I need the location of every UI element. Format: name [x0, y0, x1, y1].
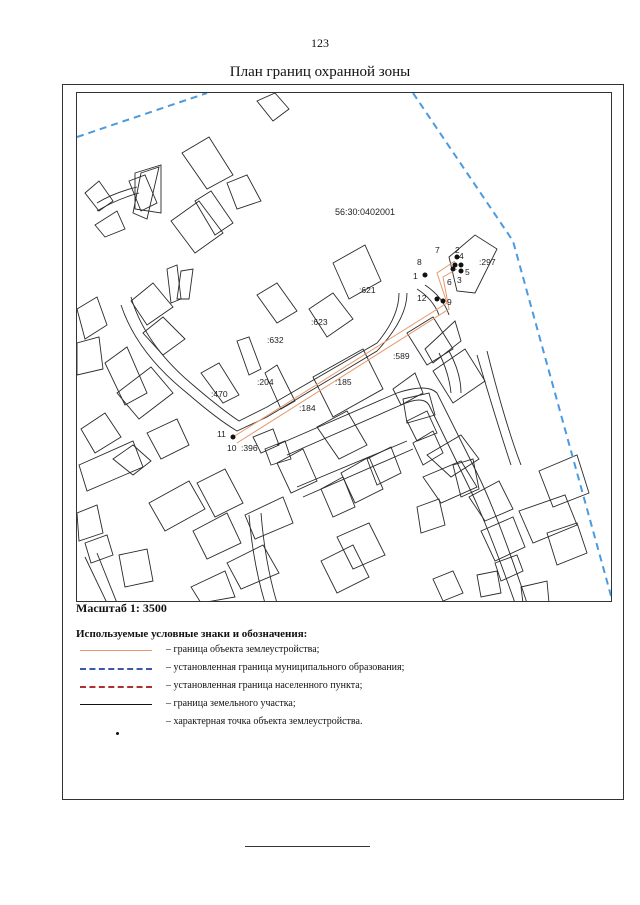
road: [261, 513, 277, 602]
legend-text: – установленная граница муниципального образования;: [166, 662, 405, 673]
building: [77, 337, 103, 375]
legend-text: – граница земельного участка;: [166, 698, 296, 709]
building: [193, 513, 241, 559]
road: [131, 293, 399, 421]
point-5: [459, 263, 464, 268]
parcel-label-621: :621: [359, 285, 376, 295]
legend-title: Используемые условные знаки и обозначения:: [76, 628, 308, 640]
building: [341, 457, 383, 503]
road: [449, 351, 461, 393]
building: [477, 571, 501, 597]
parcel-label-297: :297: [479, 257, 496, 267]
legend-text: – граница объекта землеустройства;: [166, 644, 320, 655]
road: [303, 449, 413, 497]
point-1: [423, 273, 428, 278]
building: [427, 435, 479, 477]
parcel-label-470: :470: [211, 389, 228, 399]
point-label-3: 3: [457, 275, 462, 285]
building: [119, 549, 153, 587]
scale-label: Масштаб 1: 3500: [76, 601, 167, 615]
building: [433, 571, 463, 601]
point-3: [459, 269, 464, 274]
point-6: [451, 267, 456, 272]
building: [481, 517, 525, 561]
point-label-10: 10: [227, 443, 237, 453]
building: [147, 419, 189, 459]
legend-item-parcel-boundary: [76, 698, 556, 712]
building: [245, 497, 293, 539]
building: [117, 367, 173, 419]
point-label-2: 2: [455, 245, 460, 255]
building: [171, 201, 223, 253]
building: [309, 293, 353, 337]
building: [367, 447, 401, 485]
building: [195, 191, 233, 235]
building: [417, 499, 445, 533]
point-label-7: 7: [435, 245, 440, 255]
parcel-label-184: :184: [299, 403, 316, 413]
building: [257, 283, 297, 323]
road: [287, 400, 515, 602]
municipal-boundary: [77, 93, 207, 137]
building: [257, 93, 289, 121]
legend-symbol-black-line: [80, 704, 152, 705]
legend-item-municipal-boundary: [76, 662, 556, 676]
building: [277, 449, 317, 493]
parcel-label-589: :589: [393, 351, 410, 361]
building: [317, 411, 367, 459]
footer-line: [245, 846, 370, 847]
legend-item-characteristic-point: [76, 716, 556, 740]
point-label-1: 1: [413, 271, 418, 281]
legend-symbol-red-line: [80, 650, 152, 651]
parcel-label-204: :204: [257, 377, 274, 387]
parcel-label-185: :185: [335, 377, 352, 387]
cadastral-block-label: 56:30:0402001: [335, 207, 396, 217]
building: [177, 269, 193, 299]
point-10: [231, 435, 236, 440]
building: [149, 481, 205, 531]
building: [182, 137, 233, 189]
building: [227, 175, 261, 209]
point-label-8: 8: [417, 257, 422, 267]
legend-symbol-blue-dash-line: [80, 668, 152, 670]
building: [133, 167, 159, 219]
building: [425, 321, 461, 363]
map-drawing: [77, 93, 612, 602]
page-title: План границ охранной зоны: [229, 64, 411, 80]
point-label-11: 11: [217, 429, 226, 439]
road: [297, 441, 407, 487]
building: [539, 455, 589, 507]
road: [85, 557, 107, 602]
legend-item-object-boundary: [76, 644, 556, 658]
road: [477, 355, 511, 465]
building: [113, 445, 151, 475]
parcel-label-632: :632: [267, 335, 284, 345]
legend-text: – характерная точка объекта землеустройства.: [166, 716, 363, 727]
road: [97, 553, 117, 602]
building: [95, 211, 125, 237]
legend-item-settlement-boundary: [76, 680, 556, 694]
legend-symbol-red-dash-line: [80, 686, 152, 688]
building: [131, 283, 173, 325]
point-label-5: 5: [465, 267, 470, 277]
building: [453, 459, 479, 497]
point-12: [435, 297, 440, 302]
building: [81, 413, 121, 453]
parcel-label-396: :396: [241, 443, 258, 453]
point-9: [441, 299, 446, 304]
building: [85, 181, 113, 211]
cadastral-map: [76, 92, 612, 602]
building: [77, 297, 107, 339]
building: [337, 523, 385, 569]
building: [77, 505, 103, 541]
road: [277, 388, 527, 602]
point-label-12: 12: [417, 293, 427, 303]
building: [321, 477, 355, 517]
point-label-6: 6: [447, 277, 452, 287]
parcel-label-623: :623: [311, 317, 328, 327]
point-label-4: 4: [459, 251, 464, 261]
legend-text: – установленная граница населенного пункта;: [166, 680, 363, 691]
road: [487, 351, 521, 465]
building: [105, 347, 147, 405]
road: [439, 353, 451, 393]
point-label-9: 9: [447, 297, 452, 307]
building: [79, 441, 143, 491]
building: [191, 571, 235, 602]
building: [237, 337, 261, 375]
page-number: 123: [311, 36, 329, 50]
